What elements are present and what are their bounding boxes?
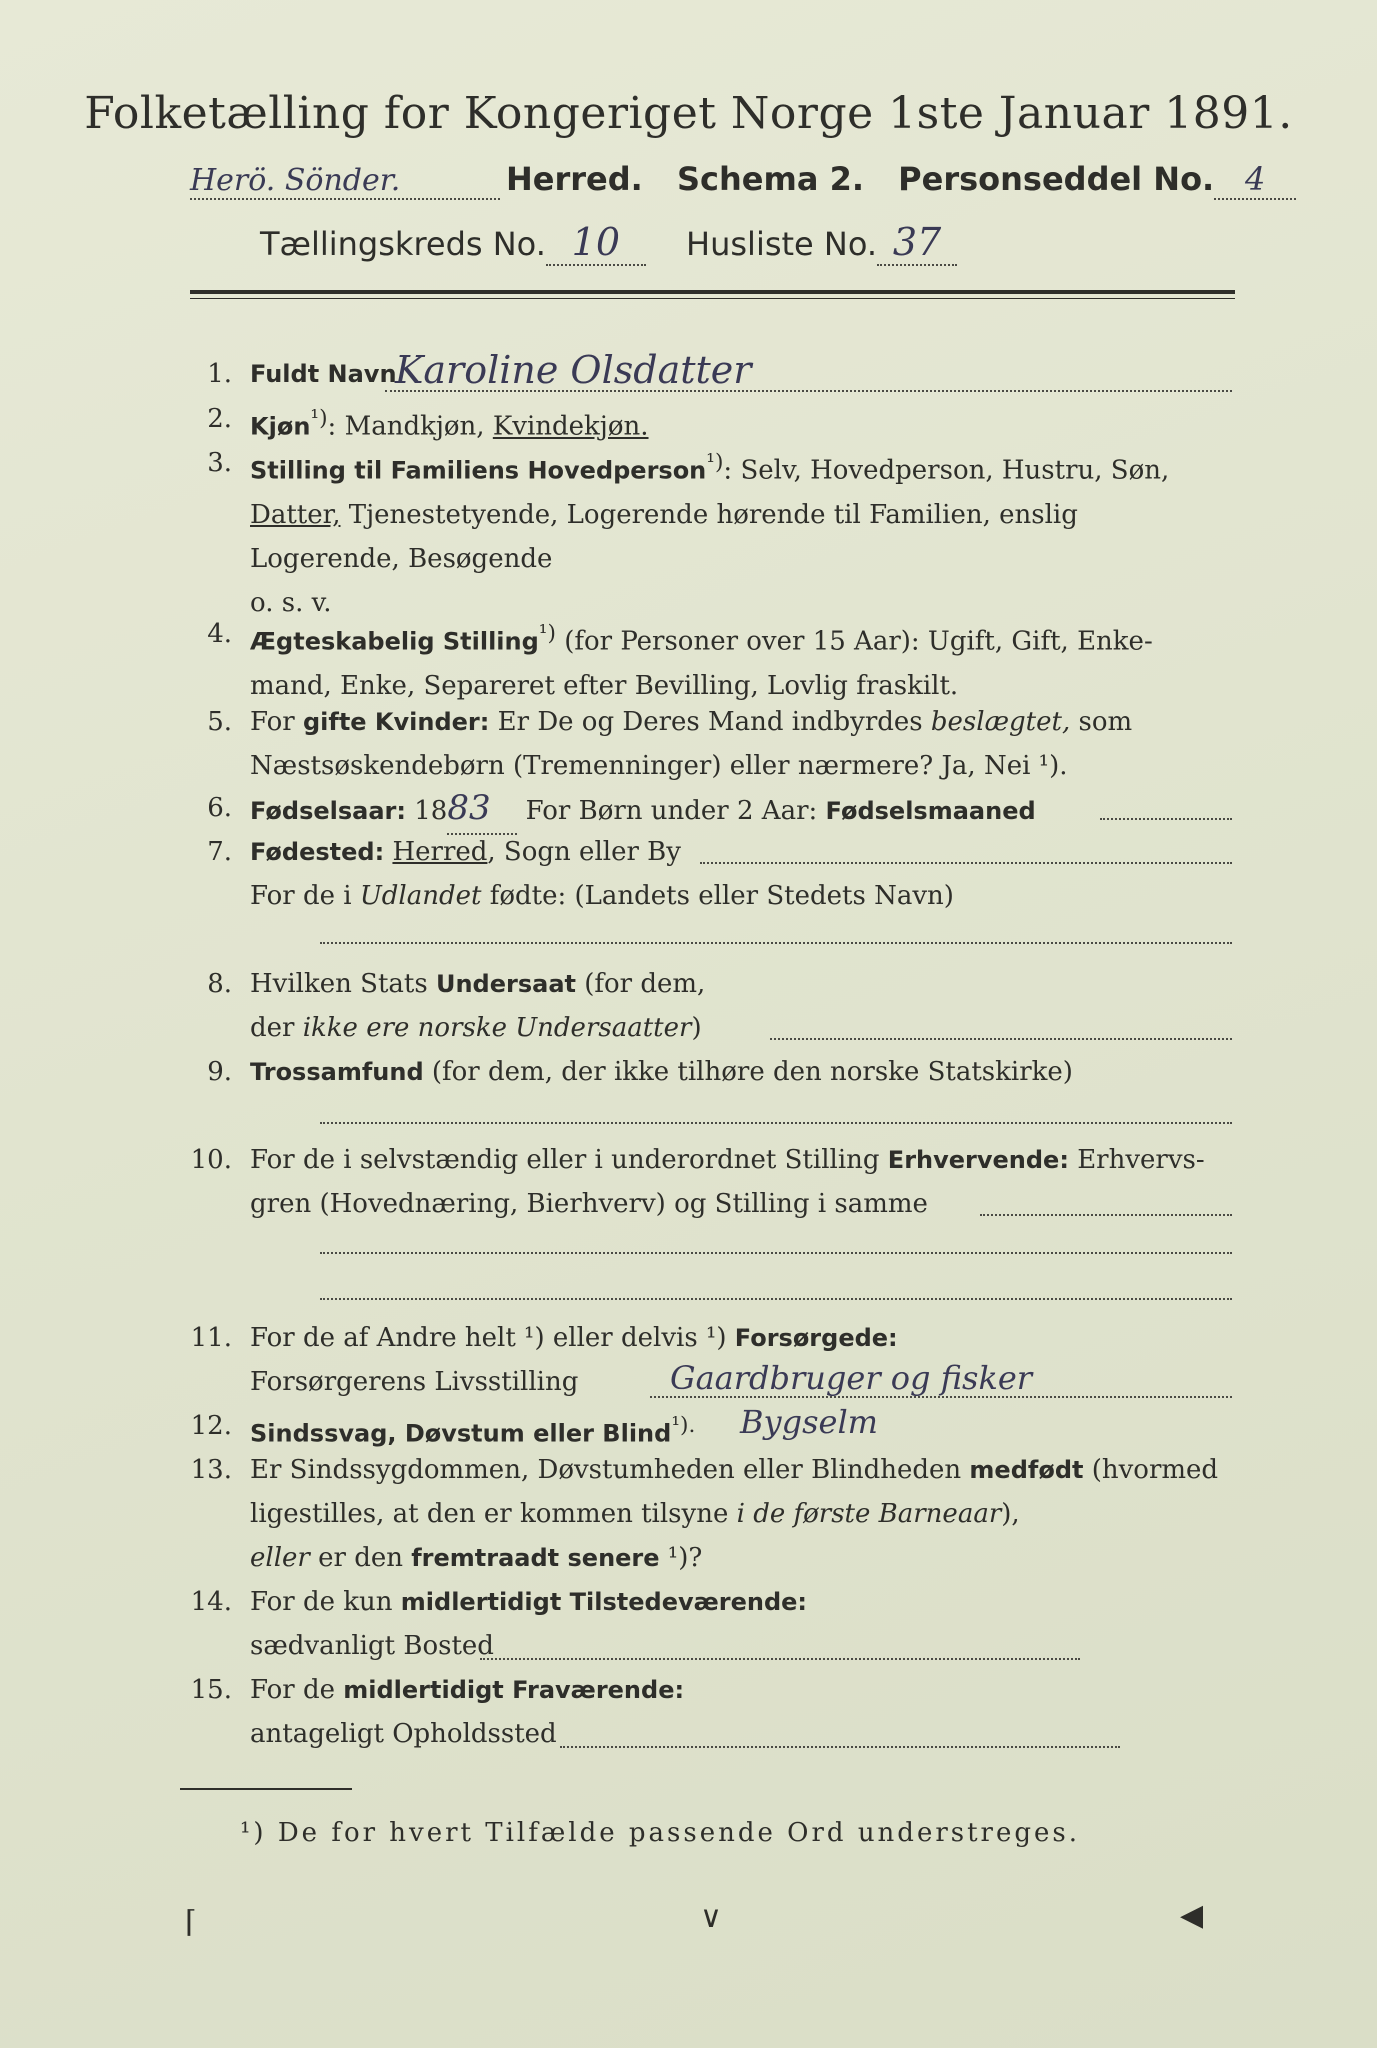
header-rule: [190, 290, 1235, 299]
item-7: [180, 830, 1240, 960]
item-number: 10.: [190, 1145, 232, 1175]
answer-line: [320, 1122, 1232, 1124]
item-15: [180, 1668, 1240, 1756]
item-1: [180, 348, 1240, 402]
item-text: Er Sindssygdommen, Døvstumheden eller Blindheden: [250, 1455, 970, 1485]
item-label: Ægteskabelig Stilling: [250, 627, 539, 656]
item-number: 12.: [190, 1411, 232, 1441]
tick-mark-icon: ∨: [700, 1900, 722, 1935]
item-text: : Mandkjøn,: [327, 411, 493, 442]
answer-line: [980, 1214, 1232, 1216]
item-3: [180, 441, 1240, 617]
item-number: 6.: [207, 793, 232, 823]
item-text: (for dem,: [575, 969, 706, 999]
item-number: 8.: [207, 969, 232, 999]
item-text: For de i: [250, 881, 360, 911]
item-10: [180, 1138, 1240, 1308]
item-text-italic: eller: [250, 1543, 310, 1573]
schema-label: Schema 2.: [676, 160, 864, 198]
item-12: [180, 1404, 1240, 1448]
kreds-label: Tællingskreds No.: [260, 225, 546, 263]
item-label: Kjøn: [250, 412, 311, 441]
item-14: [180, 1580, 1240, 1668]
item-text-italic: ikke ere norske Undersaatter: [302, 1013, 692, 1043]
footnote-ref: ¹): [310, 406, 328, 431]
herred-value: Herö. Sönder.: [190, 163, 401, 198]
answer-line: [320, 1252, 1232, 1254]
disability-answer: Bygselm: [740, 1403, 879, 1441]
item-text: : Selv, Hovedperson, Hustru, Søn,: [723, 455, 1170, 486]
item-label: Fødested:: [250, 838, 385, 866]
item-text: ): [691, 1013, 702, 1043]
husliste-label: Husliste No.: [686, 225, 878, 263]
item-text: ligestilles, at den er kommen tilsyne: [250, 1499, 737, 1529]
item-text: For: [250, 707, 303, 737]
item-6: [180, 786, 1240, 830]
form-title: Folketælling for Kongeriget Norge 1ste Januar 1891.: [84, 88, 1293, 139]
item-text: Tjenestetyende, Logerende hørende til Familien, enslig: [340, 499, 1078, 530]
item-13: [180, 1448, 1240, 1580]
item-number: 11.: [190, 1323, 232, 1353]
kreds-line: [260, 220, 957, 266]
item-text: ),: [1001, 1499, 1020, 1529]
underlined-choice: Herred: [392, 837, 488, 867]
item-number: 14.: [190, 1587, 232, 1617]
answer-line: [560, 1746, 1120, 1748]
item-number: 4.: [207, 619, 232, 649]
footnote-rule: [180, 1788, 352, 1790]
personseddel-value: 4: [1245, 160, 1266, 198]
item-number: 3.: [207, 448, 232, 478]
item-text: er den: [309, 1543, 412, 1573]
item-text: Logerende, Besøgende: [250, 543, 553, 574]
item-label: Fødselsaar:: [250, 797, 406, 825]
item-label: gifte Kvinder:: [302, 708, 490, 736]
personseddel-label: Personseddel No.: [898, 160, 1215, 198]
answer-line: [320, 942, 1232, 944]
tick-mark-icon: ⌈: [185, 1905, 197, 1940]
item-text: , Sogn eller By: [487, 837, 681, 867]
item-number: 13.: [190, 1455, 232, 1485]
item-text: For de kun: [250, 1587, 401, 1617]
item-text: For de: [250, 1675, 344, 1705]
kreds-value: 10: [571, 220, 621, 264]
herred-label: Herred.: [506, 160, 643, 198]
item-label: Fuldt Navn: [250, 360, 397, 388]
footnote-ref: ¹): [538, 621, 556, 646]
item-text: sædvanligt Bosted: [250, 1631, 494, 1661]
underlined-choice: Kvindekjøn.: [492, 411, 649, 442]
husliste-value: 37: [892, 220, 942, 264]
item-2: [180, 397, 1240, 441]
item-text: Hvilken Stats: [250, 969, 436, 999]
item-4: [180, 612, 1240, 700]
answer-line: [770, 1038, 1232, 1040]
item-text: 18: [406, 796, 448, 826]
item-label: Erhvervende:: [887, 1146, 1069, 1174]
item-text: Næstsøskendebørn (Tremenninger) eller nærmere? Ja, Nei ¹).: [250, 751, 1068, 781]
item-number: 9.: [207, 1057, 232, 1087]
item-text: fødte: (Landets eller Stedets Navn): [481, 881, 954, 911]
footnote: ¹) De for hvert Tilfælde passende Ord understreges.: [240, 1818, 1081, 1848]
item-text: o. s. v.: [250, 587, 332, 618]
answer-line: [480, 1658, 1080, 1660]
item-text: (hvormed: [1083, 1455, 1219, 1485]
herred-line: [190, 160, 1296, 200]
item-9: [180, 1050, 1240, 1150]
item-text: der: [250, 1013, 303, 1043]
item-text-italic: Udlandet: [359, 881, 482, 911]
item-label: Trossamfund: [250, 1058, 424, 1086]
item-text: (for dem, der ikke tilhøre den norske Statskirke): [423, 1057, 1073, 1087]
item-text: Erhvervs-: [1068, 1145, 1205, 1175]
item-text: ¹)?: [659, 1543, 703, 1573]
item-label: medfødt: [969, 1456, 1084, 1484]
tick-mark-icon: ◀: [1180, 1898, 1204, 1933]
footnote-ref: ¹): [706, 450, 724, 475]
item-text: Forsørgerens Livsstilling: [250, 1367, 579, 1397]
item-number: 5.: [207, 707, 232, 737]
item-text: (for Personer over 15 Aar): Ugift, Gift, Enke-: [555, 626, 1153, 657]
item-8: [180, 962, 1240, 1052]
item-label: Undersaat: [435, 970, 576, 998]
item-text: Er De og Deres Mand indbyrdes: [489, 707, 931, 737]
answer-line: [1100, 818, 1232, 820]
item-text: For de af Andre helt ¹) eller delvis ¹): [250, 1323, 735, 1353]
item-text: gren (Hovednæring, Bierhverv) og Stilling i samme: [250, 1189, 928, 1219]
birth-year-answer: 83: [447, 788, 491, 828]
answer-line: [320, 1298, 1232, 1300]
item-11: [180, 1316, 1240, 1404]
item-text: mand, Enke, Separeret efter Bevilling, Lovlig fraskilt.: [250, 670, 959, 701]
footnote-ref: ¹).: [671, 1413, 696, 1438]
provider-occupation-answer: Gaardbruger og fisker: [670, 1359, 1033, 1397]
item-label: Sindssvag, Døvstum eller Blind: [250, 1419, 672, 1448]
item-number: 15.: [190, 1675, 232, 1705]
item-number: 7.: [207, 837, 232, 867]
item-label: Forsørgede:: [734, 1324, 898, 1352]
underlined-choice: Datter,: [250, 499, 341, 530]
item-text-italic: beslægtet,: [930, 707, 1071, 737]
item-text-italic: i de første Barneaar: [736, 1499, 1002, 1529]
item-text: antageligt Opholdssted: [250, 1719, 557, 1749]
item-text: som: [1070, 707, 1133, 737]
item-label: midlertidigt Fraværende:: [343, 1676, 685, 1704]
item-text: For de i selvstændig eller i underordnet Stilling: [250, 1145, 888, 1175]
item-number: 2.: [207, 404, 232, 434]
item-text: For Børn under 2 Aar:: [517, 796, 826, 826]
item-label: Fødselsmaaned: [825, 797, 1036, 825]
item-label: midlertidigt Tilstedeværende:: [400, 1588, 808, 1616]
item-label: fremtraadt senere: [411, 1544, 660, 1572]
answer-line: [700, 862, 1232, 864]
full-name-answer: Karoline Olsdatter: [395, 348, 752, 392]
item-5: [180, 700, 1240, 788]
item-label: Stilling til Familiens Hovedperson: [250, 456, 707, 485]
item-number: 1.: [207, 359, 232, 389]
